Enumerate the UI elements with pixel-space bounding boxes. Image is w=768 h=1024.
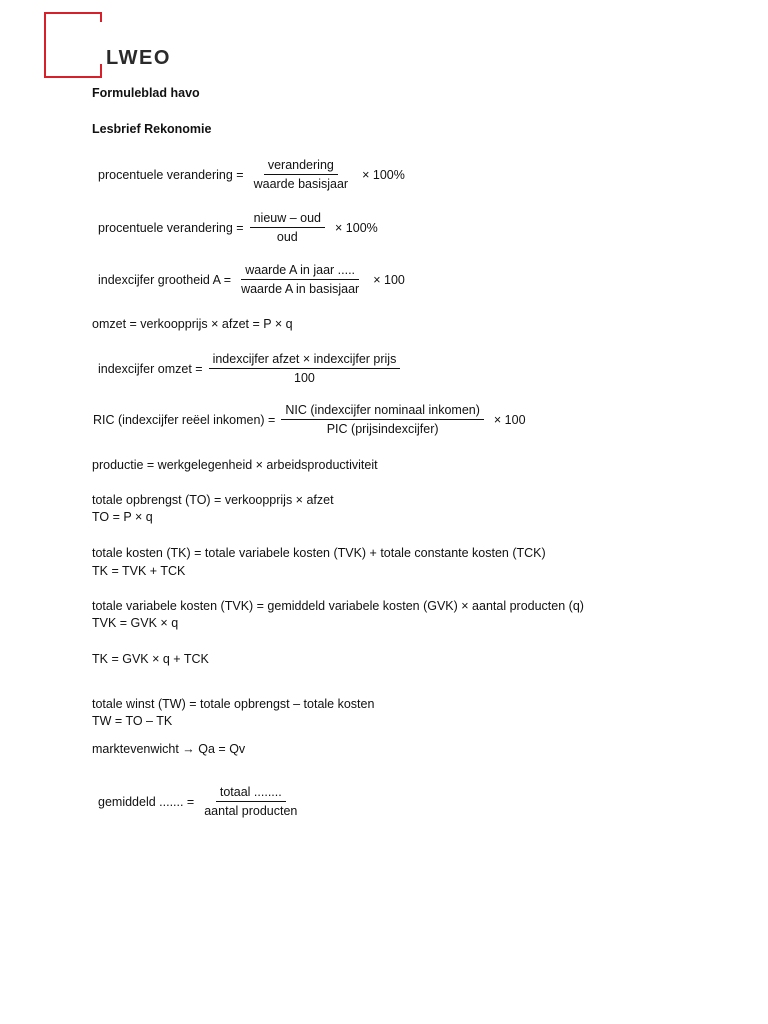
formula-label: indexcijfer grootheid A = bbox=[98, 272, 232, 287]
formula-multiplier: × 100% bbox=[362, 167, 405, 182]
formula-multiplier: × 100 bbox=[373, 272, 405, 287]
formula-line: TK = TVK + TCK bbox=[92, 564, 186, 578]
formula-line: totale variabele kosten (TVK) = gemiddeld variabele kosten (GVK) × aantal producten (q) bbox=[92, 599, 584, 613]
formula-line: omzet = verkoopprijs × afzet = P × q bbox=[92, 317, 293, 331]
formula-line: TO = P × q bbox=[92, 510, 153, 524]
fraction-numerator: nieuw – oud bbox=[250, 211, 325, 228]
fraction bbox=[237, 263, 363, 296]
fraction-denominator: 100 bbox=[294, 371, 315, 385]
formula-line: TW = TO – TK bbox=[92, 714, 173, 728]
formula-line: totale winst (TW) = totale opbrengst – totale kosten bbox=[92, 697, 375, 711]
formula-line: marktevenwicht → Qa = Qv bbox=[92, 742, 246, 756]
fraction-denominator: waarde basisjaar bbox=[253, 177, 349, 191]
formula-label: indexcijfer omzet = bbox=[98, 361, 203, 376]
logo-text: LWEO bbox=[106, 47, 171, 69]
fraction-numerator: totaal ........ bbox=[216, 785, 286, 802]
fraction bbox=[250, 211, 325, 244]
document-heading: Formuleblad havo bbox=[92, 86, 200, 100]
fraction-formula bbox=[93, 403, 526, 436]
fraction-formula bbox=[98, 263, 405, 296]
formula-line: productie = werkgelegenheid × arbeidsproductiviteit bbox=[92, 458, 378, 472]
fraction bbox=[200, 785, 301, 818]
formula-line: TK = GVK × q + TCK bbox=[92, 652, 209, 666]
fraction-numerator: verandering bbox=[264, 158, 338, 175]
formula-label: procentuele verandering = bbox=[98, 220, 244, 235]
document-subheading: Lesbrief Rekonomie bbox=[92, 122, 212, 136]
fraction-numerator: NIC (indexcijfer nominaal inkomen) bbox=[281, 403, 484, 420]
formula-multiplier: × 100% bbox=[335, 220, 378, 235]
fraction bbox=[281, 403, 484, 436]
fraction-denominator: oud bbox=[276, 230, 298, 244]
fraction-formula bbox=[98, 158, 405, 191]
fraction-formula bbox=[98, 211, 378, 244]
formula-label: procentuele verandering = bbox=[98, 167, 244, 182]
fraction-denominator: waarde A in basisjaar bbox=[241, 282, 360, 296]
formula-line: TVK = GVK × q bbox=[92, 616, 179, 630]
fraction-numerator: waarde A in jaar ..... bbox=[241, 263, 359, 280]
fraction bbox=[250, 158, 353, 191]
formula-label: RIC (indexcijfer reëel inkomen) = bbox=[93, 412, 276, 427]
fraction-numerator: indexcijfer afzet × indexcijfer prijs bbox=[209, 352, 401, 369]
fraction-formula bbox=[98, 785, 307, 818]
lweo-logo bbox=[44, 12, 171, 78]
fraction-formula bbox=[98, 352, 406, 385]
formula-label: gemiddeld ....... = bbox=[98, 794, 195, 809]
fraction-denominator: PIC (prijsindexcijfer) bbox=[326, 422, 439, 436]
fraction bbox=[209, 352, 401, 385]
formula-multiplier: × 100 bbox=[493, 412, 526, 427]
formula-line: totale kosten (TK) = totale variabele kosten (TVK) + totale constante kosten (TCK) bbox=[92, 546, 546, 560]
formula-line: totale opbrengst (TO) = verkoopprijs × afzet bbox=[92, 493, 334, 507]
fraction-denominator: aantal producten bbox=[204, 804, 298, 818]
